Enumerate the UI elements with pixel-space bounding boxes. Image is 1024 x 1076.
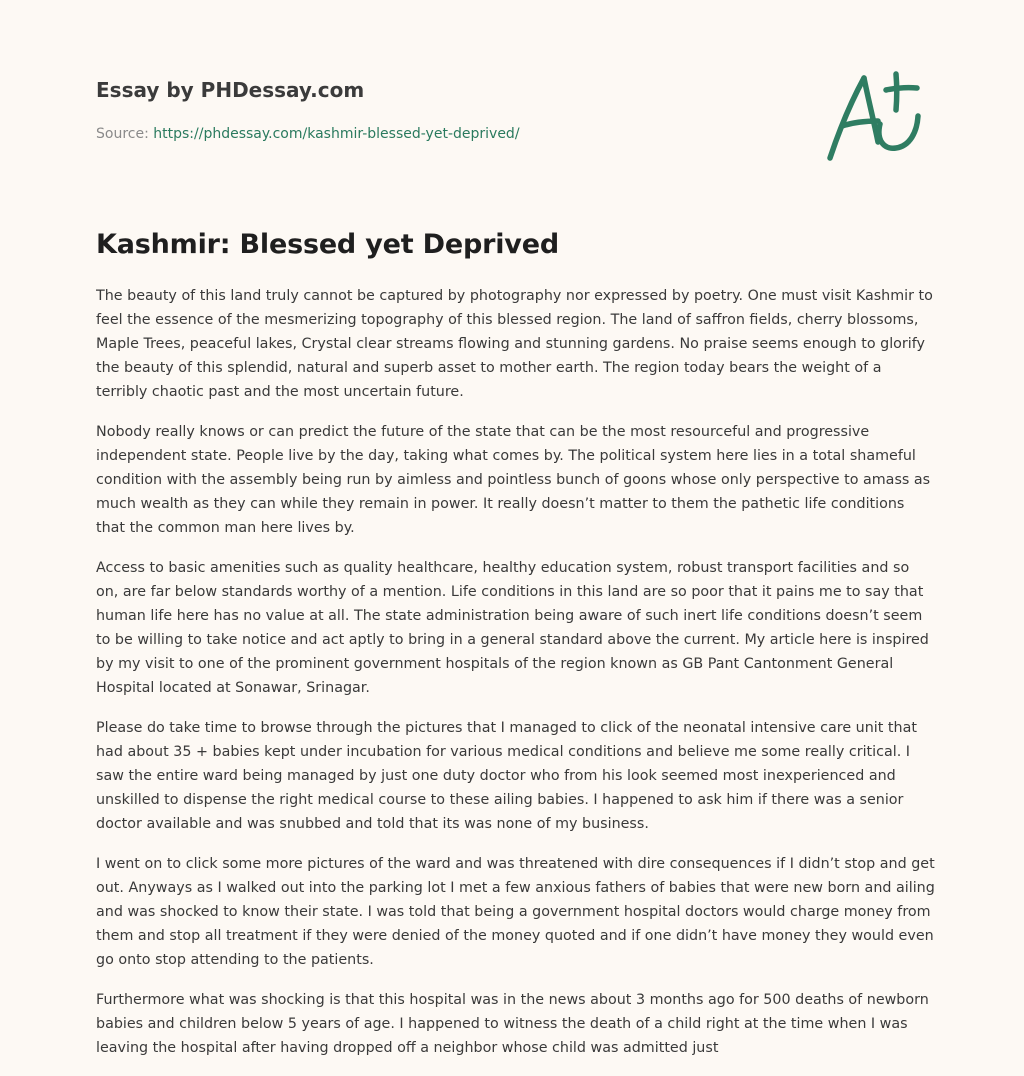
brand-title: Essay by PHDessay.com <box>96 78 365 102</box>
a-plus-logo-icon <box>820 66 930 166</box>
essay-paragraph: Nobody really knows or can predict the future of the state that can be the most resourceful and progressive independent state. People live by the day, taking what comes by. The political system here lies in a total shameful condition with the assembly being run by aimless and pointless bunch of goons whose only perspective to amass as much wealth as they can while they remain in power. It really doesn’t matter to them the pathetic life conditions that the common man here lives by. <box>96 424 931 536</box>
essay-paragraph: Please do take time to browse through the pictures that I managed to click of the neonatal intensive care unit that had about 35 + babies kept under incubation for various medical conditions and believe me some really critical. I saw the entire ward being managed by just one duty doctor who from his look seemed most inexperienced and unskilled to dispense the right medical course to these ailing babies. I happened to ask him if there was a senior doctor available and was snubbed and told that its was none of my business. <box>96 720 917 832</box>
source-link[interactable]: https://phdessay.com/kashmir-blessed-yet-deprived/ <box>153 126 520 142</box>
essay-title: Kashmir: Blessed yet Deprived <box>96 229 559 260</box>
source-line <box>96 124 796 144</box>
a-plus-logo-svg <box>820 66 930 166</box>
essay-paragraph: I went on to click some more pictures of the ward and was threatened with dire consequences if I didn’t stop and get out. Anyways as I walked out into the parking lot I met a few anxious fathers of babies that were new born and ailing and was shocked to know their state. I was told that being a government hospital doctors would charge money from them and stop all treatment if they were denied of the money quoted and if one didn’t have money they would even go onto stop attending to the patients. <box>96 856 935 968</box>
source-label: Source: <box>96 126 154 142</box>
essay-paragraph: The beauty of this land truly cannot be captured by photography nor expressed by poetry. One must visit Kashmir to feel the essence of the mesmerizing topography of this blessed region. The land of saffron fields, cherry blossoms, Maple Trees, peaceful lakes, Crystal clear streams flowing and stunning gardens. No praise seems enough to glorify the beauty of this splendid, natural and superb asset to mother earth. The region today bears the weight of a terribly chaotic past and the most uncertain future. <box>96 288 933 400</box>
essay-paragraph: Access to basic amenities such as quality healthcare, healthy education system, robust transport facilities and so on, are far below standards worthy of a mention. Life conditions in this land are so poor that it pains me to say that human life here has no value at all. The state administration being aware of such inert life conditions doesn’t seem to be willing to take notice and act aptly to bring in a general standard above the current. My article here is inspired by my visit to one of the prominent government hospitals of the region known as GB Pant Cantonment General Hospital located at Sonawar, Srinagar. <box>96 560 929 696</box>
essay-body <box>96 284 936 1064</box>
essay-paragraph: Furthermore what was shocking is that this hospital was in the news about 3 months ago for 500 deaths of newborn babies and children below 5 years of age. I happened to witness the death of a child right at the time when I was leaving the hospital after having dropped off a neighbor whose child was admitted just <box>96 992 929 1056</box>
document-header <box>96 76 796 144</box>
